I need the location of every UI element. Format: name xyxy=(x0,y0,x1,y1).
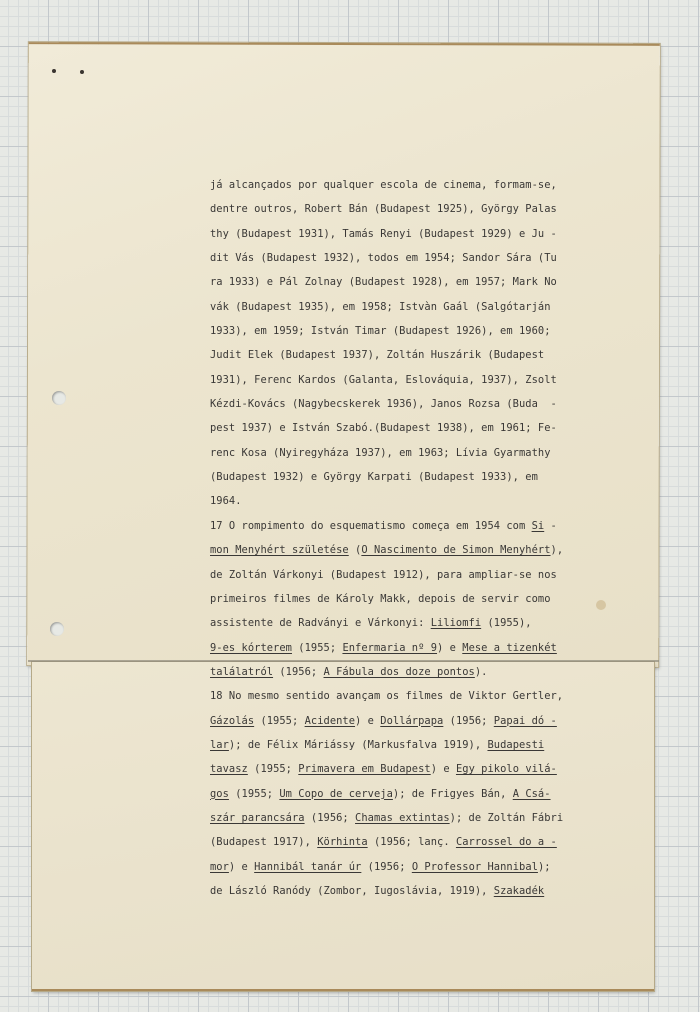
text-segment: - xyxy=(544,519,557,532)
text-line xyxy=(210,660,635,684)
text-line xyxy=(210,563,635,587)
underlined-title: mon Menyhért születése xyxy=(210,544,349,557)
underlined-title: Mese a tizenkét xyxy=(462,641,557,654)
text-segment: (1956; lanç. xyxy=(367,836,456,849)
text-segment: (1956; xyxy=(361,860,412,873)
underlined-title: szár parancsára xyxy=(210,811,305,824)
text-segment: Judit Elek (Budapest 1937), Zoltán Huszárik (Budapest xyxy=(210,349,545,362)
text-segment: ) e xyxy=(228,860,255,873)
text-segment: 17 O rompimento do esquematismo começa em 1954 com xyxy=(210,519,532,532)
ink-dot xyxy=(52,69,56,73)
text-segment: (Budapest 1932) e György Karpati (Budapest 1933), em xyxy=(210,471,538,484)
text-segment: já alcançados por qualquer escola de cinema, formam-se, xyxy=(210,179,557,191)
text-line xyxy=(210,514,635,538)
text-segment: ); de Félix Máriássy (Markusfalva 1919), xyxy=(228,738,488,751)
text-line xyxy=(210,295,635,319)
underlined-title: O Nascimento de Simon Menyhért xyxy=(361,544,551,557)
text-line xyxy=(210,173,635,197)
text-line xyxy=(210,343,635,367)
text-line xyxy=(210,611,635,635)
text-segment: (1956; xyxy=(273,665,324,678)
text-line xyxy=(210,733,635,757)
text-line xyxy=(210,538,635,562)
underlined-title: Liliomfi xyxy=(430,617,482,630)
text-line xyxy=(210,222,635,246)
underlined-title: Dollárpapa xyxy=(380,714,444,727)
text-segment: vák (Budapest 1935), em 1958; Istvàn Gaál (Salgótarján xyxy=(210,300,551,313)
text-segment: ). xyxy=(474,665,488,678)
text-segment: ); de Zoltán Fábri xyxy=(449,811,564,824)
underlined-title: Gázolás xyxy=(210,714,255,727)
text-segment: (1955; xyxy=(228,787,280,800)
underlined-title: Chamas extintas xyxy=(355,811,450,824)
text-segment: dit Vás (Budapest 1932), todos em 1954; Sandor Sára (Tu xyxy=(210,252,557,265)
underlined-title: tavasz xyxy=(210,763,248,776)
text-line xyxy=(210,465,635,489)
text-segment: (1955; xyxy=(291,641,343,654)
text-segment: de Zoltán Várkonyi (Budapest 1912), para ampliar-se nos xyxy=(210,568,557,581)
underlined-title: A Csá- xyxy=(512,787,551,800)
underlined-title: találatról xyxy=(210,665,274,678)
text-segment: de László Ranódy (Zombor, Iugoslávia, 1919), xyxy=(210,884,494,897)
text-segment: thy (Budapest 1931), Tamás Renyi (Budapest 1929) e Ju - xyxy=(210,227,557,240)
text-line xyxy=(210,830,635,854)
underlined-title: Si xyxy=(531,519,545,532)
underlined-title: Primavera em Budapest xyxy=(298,763,431,776)
text-segment: ), xyxy=(550,544,564,557)
text-line xyxy=(210,636,635,660)
text-line xyxy=(210,319,635,343)
text-segment: dentre outros, Robert Bán (Budapest 1925), György Palas xyxy=(210,203,557,216)
text-line xyxy=(210,879,635,903)
underlined-title: Acidente xyxy=(304,714,356,727)
text-segment: 1964. xyxy=(210,495,242,508)
text-line xyxy=(210,416,635,440)
text-segment: ) e xyxy=(437,641,463,654)
text-segment: ); de Frigyes Bán, xyxy=(392,787,513,800)
underlined-title: mor xyxy=(210,860,229,873)
text-segment: ) e xyxy=(355,714,381,727)
underlined-title: 9-es kórterem xyxy=(210,641,292,654)
text-line xyxy=(210,709,635,733)
underlined-title: Budapesti xyxy=(487,738,545,751)
ink-dot xyxy=(80,70,84,74)
underlined-title: Enfermaria nº 9 xyxy=(342,641,438,654)
underlined-title: O Professor Hannibal xyxy=(411,860,538,873)
text-line xyxy=(210,684,635,708)
text-line xyxy=(210,197,635,221)
text-segment: primeiros filmes de Károly Makk, depois de servir como xyxy=(210,592,551,605)
text-segment: assistente de Radványi e Várkonyi: xyxy=(210,617,431,630)
typewritten-text-block xyxy=(210,173,635,903)
text-segment: pest 1937) e István Szabó.(Budapest 1938), em 1961; Fe- xyxy=(210,422,557,435)
text-line xyxy=(210,587,635,611)
text-line xyxy=(210,246,635,270)
text-segment: renc Kosa (Nyiregyháza 1937), em 1963; Lívia Gyarmathy xyxy=(210,446,551,459)
punch-hole-bottom xyxy=(50,622,64,636)
underlined-title: Papai dó - xyxy=(493,714,557,727)
text-segment: 1931), Ferenc Kardos (Galanta, Eslováquia, 1937), Zsolt xyxy=(210,373,557,386)
underlined-title: lar xyxy=(210,738,229,751)
text-segment: (1955; xyxy=(247,763,299,776)
underlined-title: gos xyxy=(210,787,229,800)
text-line xyxy=(210,441,635,465)
punch-hole-top xyxy=(52,391,66,405)
underlined-title: Körhinta xyxy=(317,836,368,849)
text-segment: (1955), xyxy=(481,617,532,630)
underlined-title: Hannibál tanár úr xyxy=(254,860,362,873)
text-line xyxy=(210,368,635,392)
text-segment: ( xyxy=(348,544,362,557)
underlined-title: Egy pikolo vilá- xyxy=(455,763,557,776)
text-segment: 1933), em 1959; István Timar (Budapest 1926), em 1960; xyxy=(210,325,551,338)
text-segment: Kézdi-Kovács (Nagybecskerek 1936), Janos Rozsa (Buda - xyxy=(210,398,557,411)
underlined-title: Szakadék xyxy=(493,884,545,897)
text-line xyxy=(210,806,635,830)
text-segment: ); xyxy=(537,860,551,873)
text-segment: (Budapest 1917), xyxy=(210,836,318,849)
text-line xyxy=(210,757,635,781)
text-segment: ) e xyxy=(430,763,456,776)
text-segment: ra 1933) e Pál Zolnay (Budapest 1928), em 1957; Mark No xyxy=(210,276,557,289)
underlined-title: Carrossel do a - xyxy=(455,836,557,849)
underlined-title: A Fábula dos doze pontos xyxy=(323,665,475,678)
text-line xyxy=(210,855,635,879)
text-segment: (1956; xyxy=(443,714,494,727)
text-line xyxy=(210,270,635,294)
text-line xyxy=(210,782,635,806)
text-segment: 18 No mesmo sentido avançam os filmes de Viktor Gertler, xyxy=(210,690,564,703)
underlined-title: Um Copo de cerveja xyxy=(279,787,393,800)
text-segment: (1955; xyxy=(254,714,305,727)
text-segment: (1956; xyxy=(304,811,356,824)
text-line xyxy=(210,392,635,416)
text-line xyxy=(210,489,635,513)
